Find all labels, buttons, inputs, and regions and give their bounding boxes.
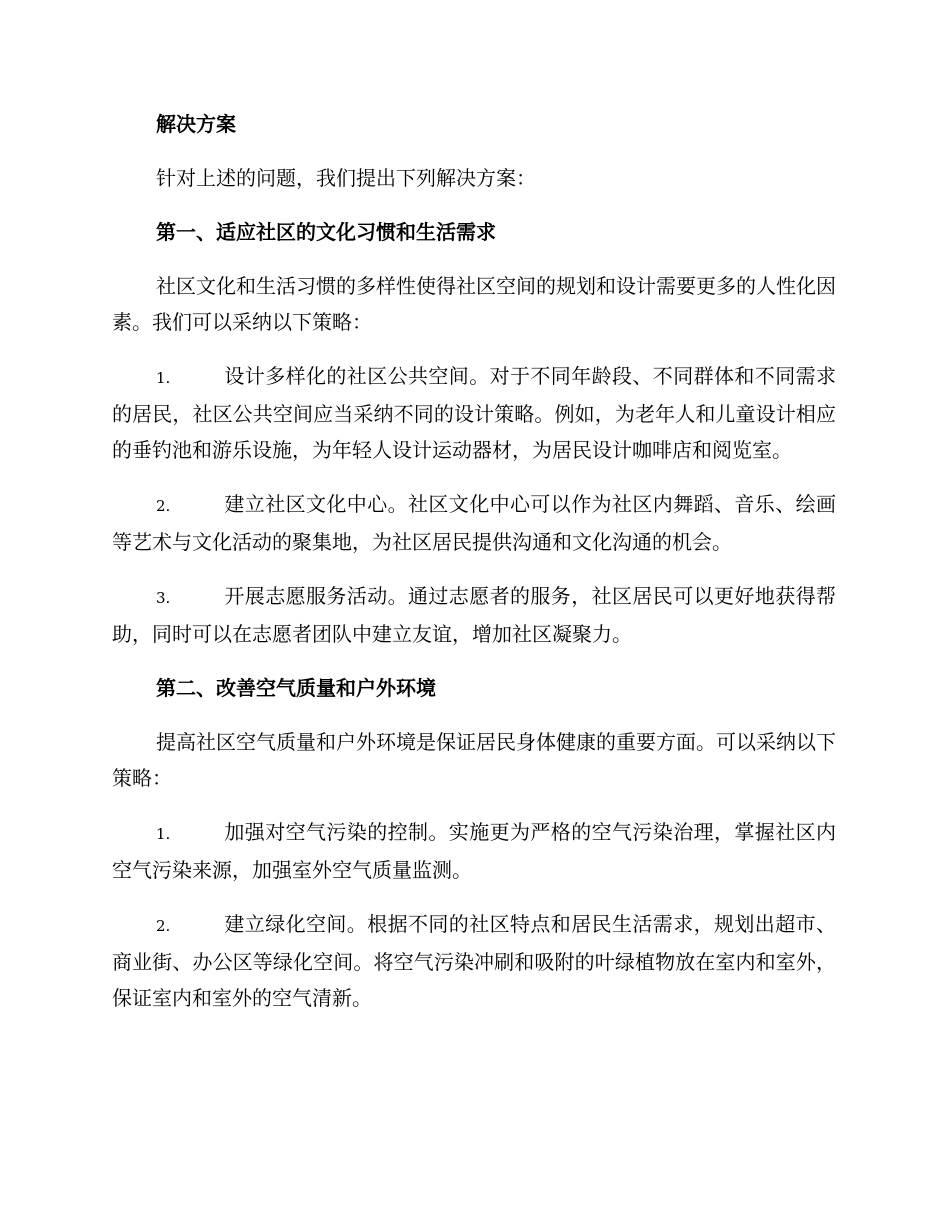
section-1-lead: 社区文化和生活习惯的多样性使得社区空间的规划和设计需要更多的人性化因素。我们可以采纳以下策略： (112, 274, 836, 334)
item-text: 加强对空气污染的控制。实施更为严格的空气污染治理，掌握社区内空气污染来源，加强室外空气质量监测。 (112, 820, 836, 882)
item-number: 2. (156, 917, 171, 935)
section-1-heading: 第一、适应社区的文化习惯和生活需求 (156, 220, 496, 244)
section-1-item-3 (112, 578, 836, 652)
item-number: 1. (156, 825, 171, 843)
item-text: 建立社区文化中心。社区文化中心可以作为社区内舞蹈、音乐、绘画等艺术与文化活动的聚集地，为社区居民提供沟通和文化沟通的机会。 (112, 492, 836, 554)
item-text: 开展志愿服务活动。通过志愿者的服务，社区居民可以更好地获得帮助，同时可以在志愿者团队中建立友谊，增加社区凝聚力。 (112, 584, 836, 646)
item-number: 2. (156, 497, 171, 515)
item-number: 1. (156, 369, 171, 387)
section-1-item-2 (112, 486, 836, 560)
intro-paragraph: 针对上述的问题，我们提出下列解决方案： (156, 166, 536, 190)
section-1-item-1 (112, 358, 836, 468)
document-body (112, 106, 836, 1034)
section-2-item-1 (112, 814, 836, 888)
section-2-item-2 (112, 906, 836, 1016)
item-text: 建立绿化空间。根据不同的社区特点和居民生活需求，规划出超市、商业街、办公区等绿化空间。将空气污染冲刷和吸附的叶绿植物放在室内和室外，保证室内和室外的空气清新。 (112, 912, 836, 1010)
item-number: 3. (156, 589, 171, 607)
section-2-heading: 第二、改善空气质量和户外环境 (156, 676, 436, 700)
document-title: 解决方案 (156, 112, 236, 136)
section-2-lead: 提高社区空气质量和户外环境是保证居民身体健康的重要方面。可以采纳以下策略： (112, 730, 836, 790)
item-text: 设计多样化的社区公共空间。对于不同年龄段、不同群体和不同需求的居民，社区公共空间应当采纳不同的设计策略。例如，为老年人和儿童设计相应的垂钓池和游乐设施，为年轻人设计运动器材，为居民设计咖啡店和阅览室。 (112, 364, 836, 462)
